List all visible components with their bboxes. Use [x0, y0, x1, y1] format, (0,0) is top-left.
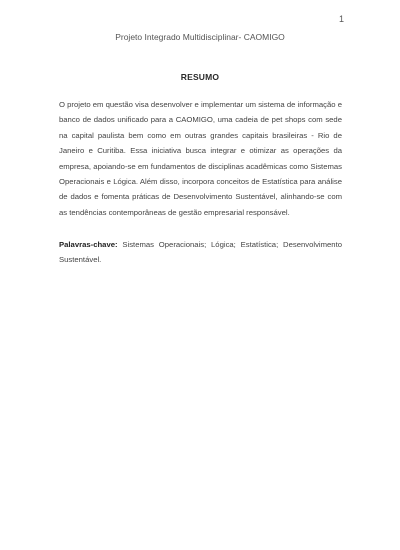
keywords-list: Sistemas Operacionais; Lógica; Estatística; Desenvolvimento Sustentável. — [59, 240, 342, 265]
section-title: RESUMO — [180, 72, 220, 82]
keywords-label: Palavras-chave: — [59, 240, 118, 249]
abstract-paragraph: O projeto em questão visa desenvolver e implementar um sistema de informação e banco de dados unificado para a CAOMIGO, uma cadeia de pet shops com sede na capital paulista bem como em outras grandes capitais brasileiras - Rio de Janeiro e Curitiba. Essa iniciativa busca integrar e otimizar as operações da empresa, apoiando-se em fundamentos de disciplinas acadêmicas como Sistemas Operacionais e Lógica. Além disso, incorpora conceitos de Estatística para análise de dados e fomenta práticas de Desenvolvimento Sustentável, alinhando-se com as tendências contemporâneas de gestão empresarial responsável. — [59, 100, 342, 217]
running-header: Projeto Integrado Multidisciplinar- CAOMIGO — [115, 32, 285, 42]
keywords-paragraph — [59, 237, 342, 268]
page-number: 1 — [338, 14, 344, 24]
